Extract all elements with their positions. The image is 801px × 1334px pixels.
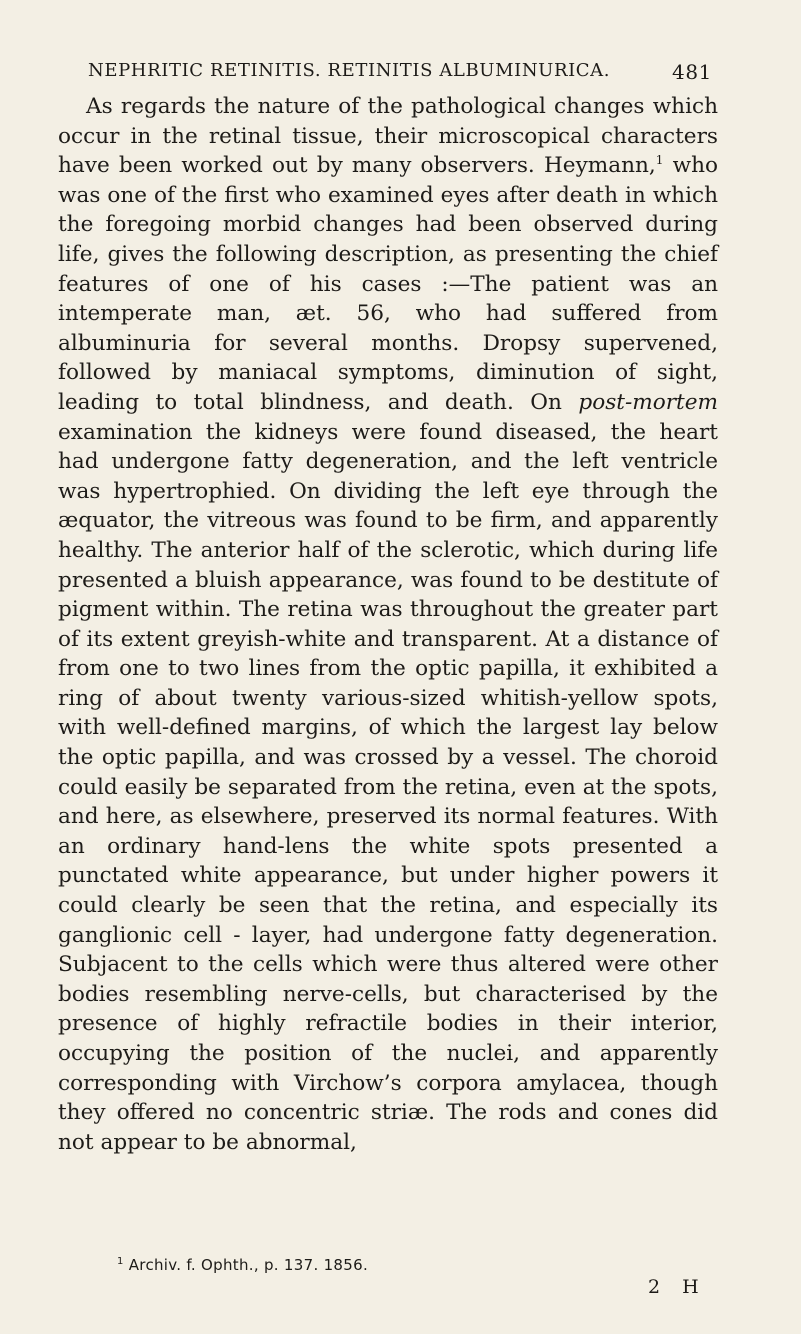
body-text-part-1: As regards the nature of the pathological changes which occur in the retinal tissue, their microscopical characters have been worked out by many observers. Heymann, xyxy=(58,94,718,179)
footnote-text: Archiv. f. Ophth., p. 137. 1856. xyxy=(123,1256,369,1274)
footnote xyxy=(117,1256,368,1274)
footnote-reference: 1 xyxy=(655,153,664,167)
body-text-part-3: examination the kidneys were found diseased, the heart had undergone fatty degeneration, and the left ventricle was hypertrophied. On dividing the left eye through the æquator, the vitreous was found to be firm, and apparently healthy. The anterior half of the sclerotic, which during life presented a bluish appearance, was found to be destitute of pigment within. The retina was throughout the greater part of its extent greyish-white and transparent. At a distance of from one to two lines from the optic papilla, it exhibited a ring of about twenty various-sized whitish-yellow spots, with well-defined margins, of which the largest lay below the optic papilla, and was crossed by a vessel. The choroid could easily be separated from the retina, even at the spots, and here, as elsewhere, preserved its normal features. With an ordinary hand-lens the white spots presented a punctated white appearance, but under higher powers it could clearly be seen that the retina, and especially its ganglionic cell - layer, had undergone fatty degeneration. Subjacent to the cells which were thus altered were other bodies resembling nerve-cells, but characterised by the presence of highly refractile bodies in their interior, occupying the position of the nuclei, and apparently corresponding with Virchow’s corpora amylacea, though they offered no concentric striæ. The rods and cones did not appear to be abnormal, xyxy=(58,419,718,1155)
body-paragraph xyxy=(58,92,718,1157)
footnote-mark: 1 xyxy=(117,1256,124,1267)
body-text-part-2: who was one of the first who examined eyes after death in which the foregoing morbid changes had been observed during life, gives the following description, as presenting the chief features of one of his cases :—The patient was an intemperate man, æt. 56, who had suffered from albuminuria for several months. Dropsy supervened, followed by maniacal symptoms, diminution of sight, leading to total blindness, and death. On xyxy=(58,153,718,415)
italic-phrase: post-mortem xyxy=(578,389,718,415)
signature-mark: 2 H xyxy=(648,1276,707,1298)
running-head xyxy=(88,60,712,88)
page-number: 481 xyxy=(672,60,712,84)
running-title: NEPHRITIC RETINITIS. RETINITIS ALBUMINURICA. xyxy=(88,60,611,81)
